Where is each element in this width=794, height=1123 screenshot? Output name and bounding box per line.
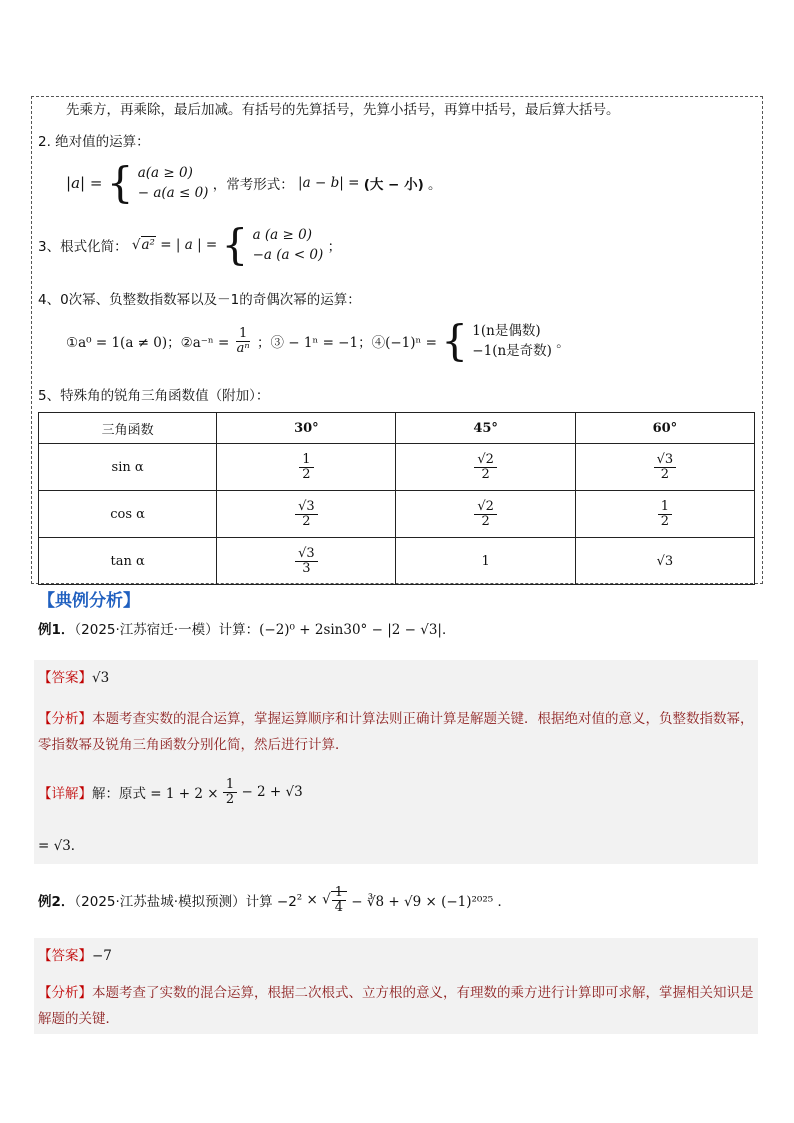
analysis-tag: 【分析】: [38, 985, 92, 1001]
root-case-1: a (a ≥ 0): [252, 227, 312, 243]
example-1-detail: 【详解】解：原式 = 1 + 2 × $\frac{1}{2}$ − 2 + √3: [38, 777, 303, 807]
table-cell: sin α: [39, 444, 217, 491]
abs-formula: |a| = { a(a ≥ 0) − a(a ≤ 0) ，常考形式： |a − b| = (大 − 小) 。: [66, 158, 442, 207]
table-header-row: [39, 413, 755, 444]
table-cell: $\frac{√2}{2}$: [396, 491, 575, 538]
analysis-tag: 【分析】: [38, 711, 92, 727]
example-1-result: = √3．: [38, 838, 85, 854]
root-case-2: −a (a < 0): [252, 247, 324, 263]
table-cell: cos α: [39, 491, 217, 538]
answer-value: √3: [92, 670, 110, 686]
example-label: 例2．: [38, 894, 75, 911]
example-1-answer: [38, 666, 109, 686]
example-2-question: 例2．（2025·江苏盐城·模拟预测）计算 −2² × √ $\frac{1}{4}$ − ∛8 + √9 × (−1)²⁰²⁵ ．: [38, 885, 511, 915]
table-cell: $\frac{√3}{2}$: [217, 491, 396, 538]
trig-title: 5、特殊角的锐角三角函数值（附加）：: [38, 388, 270, 404]
left-brace: {: [221, 220, 249, 269]
table-row: [39, 444, 755, 491]
example-2-analysis: [38, 980, 756, 1032]
table-cell: $\frac{1}{2}$: [575, 491, 754, 538]
example-1-question: 例1．（2025·江苏宿迁·一模）计算：(−2)⁰ + 2sin30° − |2 − √3|．: [38, 622, 456, 638]
order-rule: 先乘方，再乘除，最后加减。有括号的先算括号，先算小括号，再算中括号，最后算大括号。: [66, 102, 620, 118]
answer-tag: 【答案】: [38, 670, 92, 686]
abs-common-value: (大 − 小): [363, 177, 424, 193]
answer-value: −7: [92, 948, 112, 964]
left-brace: {: [441, 316, 468, 365]
table-cell: tan α: [39, 538, 217, 585]
sqrt-a-squared: √a²: [131, 237, 155, 253]
abs-case-2: − a(a ≤ 0): [137, 185, 209, 201]
powers-part-1: ①a⁰ = 1(a ≠ 0)；②a⁻ⁿ =: [66, 335, 230, 351]
powers-title: 4、0次幂、负整数指数幂以及－1的奇偶次幂的运算：: [38, 292, 361, 308]
detail-tag: 【详解】: [38, 786, 92, 803]
table-row: [39, 491, 755, 538]
table-cell: $\frac{√3}{2}$: [575, 444, 754, 491]
analysis-text: 本题考查实数的混合运算，掌握运算顺序和计算法则正确计算是解题关键．根据绝对值的意义，负整数指数幂，零指数幂及锐角三角函数分别化简，然后进行计算．: [38, 711, 754, 753]
example-1-solution: [34, 660, 758, 864]
answer-tag: 【答案】: [38, 948, 92, 964]
powers-case-2: −1(n是奇数): [472, 343, 552, 359]
table-row: [39, 538, 755, 585]
left-brace: {: [106, 158, 134, 207]
table-cell: $\frac{1}{2}$: [217, 444, 396, 491]
table-header: 三角函数: [39, 413, 217, 444]
table-cell: $\frac{√3}{3}$: [217, 538, 396, 585]
example-1-analysis: [38, 706, 756, 758]
powers-case-1: 1(n是偶数): [472, 323, 541, 339]
fraction: $\frac{1}{2}$: [223, 778, 237, 806]
table-cell: √3: [575, 538, 754, 585]
abs-case-1: a(a ≥ 0): [137, 165, 193, 181]
example-label: 例1．: [38, 622, 75, 638]
table-header: 60°: [575, 413, 754, 444]
table-cell: 1: [396, 538, 575, 585]
table-header: 30°: [217, 413, 396, 444]
root-title: 3、根式化简：: [38, 239, 128, 255]
sqrt-fraction: √ $\frac{1}{4}$: [322, 886, 347, 914]
abs-title: 2. 绝对值的运算：: [38, 134, 150, 150]
trig-value-table: [38, 412, 755, 585]
table-header: 45°: [396, 413, 575, 444]
section-title: 【典例分析】: [38, 591, 140, 611]
analysis-text: 本题考查了实数的混合运算，根据二次根式、立方根的意义，有理数的乘方进行计算即可求解，掌握相关知识是解题的关键．: [38, 985, 754, 1027]
abs-common-label: ，常考形式：: [212, 177, 294, 193]
powers-part-2: ；③ − 1ⁿ = −1；④(−1)ⁿ =: [256, 335, 437, 351]
powers-formula: ①a⁰ = 1(a ≠ 0)；②a⁻ⁿ = $\frac{1}{\text{aⁿ}}$ ；③ − 1ⁿ = −1；④(−1)ⁿ = { 1(n是偶数) −1(n是奇数) 。: [66, 316, 570, 365]
root-formula: 3、根式化简： √a² = | a | = { a (a ≥ 0) −a (a < 0) ；: [38, 220, 342, 269]
example-2-answer: [38, 944, 112, 964]
example-expression: (−2)⁰ + 2sin30° − |2 − √3|．: [259, 622, 456, 638]
table-cell: $\frac{√2}{2}$: [396, 444, 575, 491]
fraction: $\frac{1}{\text{aⁿ}}$: [236, 325, 250, 356]
